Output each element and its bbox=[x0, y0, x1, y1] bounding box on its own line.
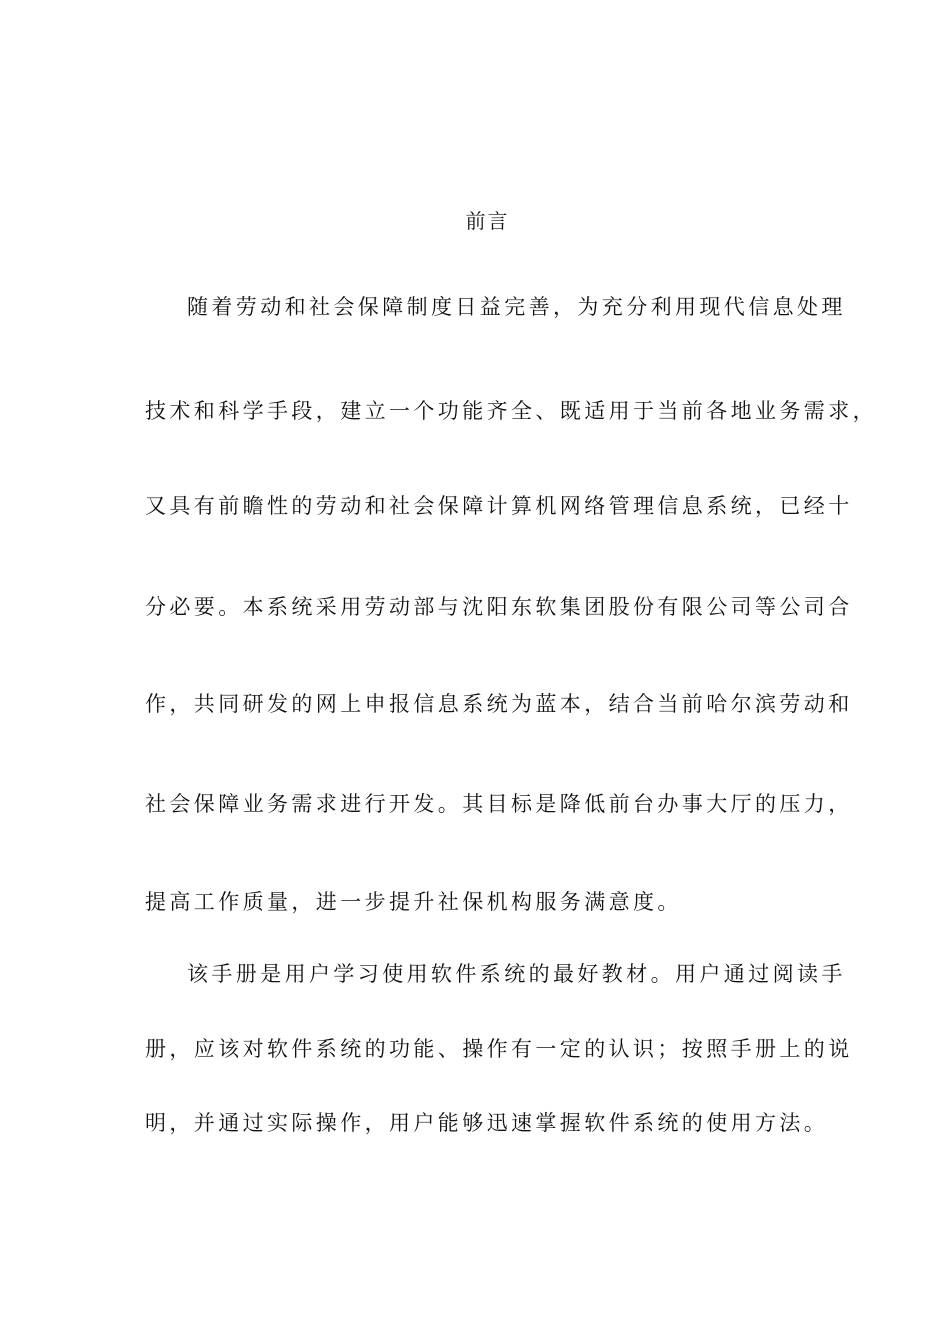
paragraph-line: 册，应该对软件系统的功能、操作有一定的认识；按照手册上的说 bbox=[145, 1037, 853, 1061]
paragraph-line: 作，共同研发的网上申报信息系统为蓝本，结合当前哈尔滨劳动和 bbox=[145, 692, 853, 716]
paragraph-line: 明，并通过实际操作，用户能够迅速掌握软件系统的使用方法。 bbox=[145, 1111, 829, 1135]
paragraph-line: 技术和科学手段，建立一个功能齐全、既适用于当前各地业务需求， bbox=[145, 399, 877, 423]
paragraph-line: 分必要。本系统采用劳动部与沈阳东软集团股份有限公司等公司合 bbox=[145, 595, 853, 619]
paragraph-line: 随着劳动和社会保障制度日益完善，为充分利用现代信息处理 bbox=[187, 295, 846, 319]
paragraph-line: 该手册是用户学习使用软件系统的最好教材。用户通过阅读手 bbox=[187, 962, 846, 986]
page-title: 前言 bbox=[465, 209, 510, 233]
paragraph-line: 又具有前瞻性的劳动和社会保障计算机网络管理信息系统，已经十 bbox=[145, 494, 853, 518]
paragraph-line: 提高工作质量，进一步提升社保机构服务满意度。 bbox=[145, 890, 682, 914]
paragraph-line: 社会保障业务需求进行开发。其目标是降低前台办事大厅的压力， bbox=[145, 792, 853, 816]
